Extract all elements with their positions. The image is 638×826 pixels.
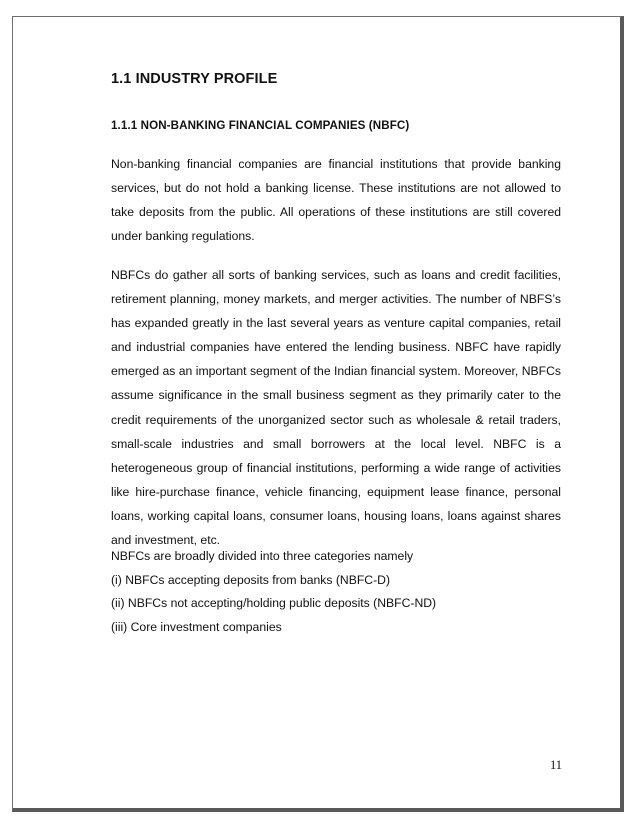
categories-list [111, 545, 561, 640]
subsection-heading: 1.1.1 NON-BANKING FINANCIAL COMPANIES (NBFC) [111, 119, 410, 132]
paragraph-services: NBFCs do gather all sorts of banking services, such as loans and credit facilities, retirement planning, money markets, and merger activities. The number of NBFS’s has expanded greatly in the last several years as venture capital companies, retail and industrial companies have entered the lending business. NBFC have rapidly emerged as an important segment of the Indian financial system. Moreover, NBFCs assume significance in the small business segment as they primarily cater to the credit requirements of the unorganized sector such as wholesale & retail traders, small-scale industries and small borrowers at the local level. NBFC is a heterogeneous group of financial institutions, performing a wide range of activities like hire-purchase finance, vehicle financing, equipment lease finance, personal loans, working capital loans, consumer loans, housing loans, loans against shares and investment, etc. [111, 268, 561, 548]
category-item: (iii) Core investment companies [111, 620, 282, 635]
category-item: (ii) NBFCs not accepting/holding public deposits (NBFC-ND) [111, 596, 437, 611]
category-item: (i) NBFCs accepting deposits from banks (NBFC-D) [111, 572, 391, 587]
section-heading: 1.1 INDUSTRY PROFILE [111, 71, 278, 87]
categories-intro: NBFCs are broadly divided into three categories namely [111, 549, 414, 563]
page-number: 11 [550, 758, 563, 772]
paragraph-definition: Non-banking financial companies are financial institutions that provide banking services, but do not hold a banking license. These institutions are not allowed to take deposits from the public. All operations of these institutions are still covered under banking regulations. [111, 157, 561, 244]
